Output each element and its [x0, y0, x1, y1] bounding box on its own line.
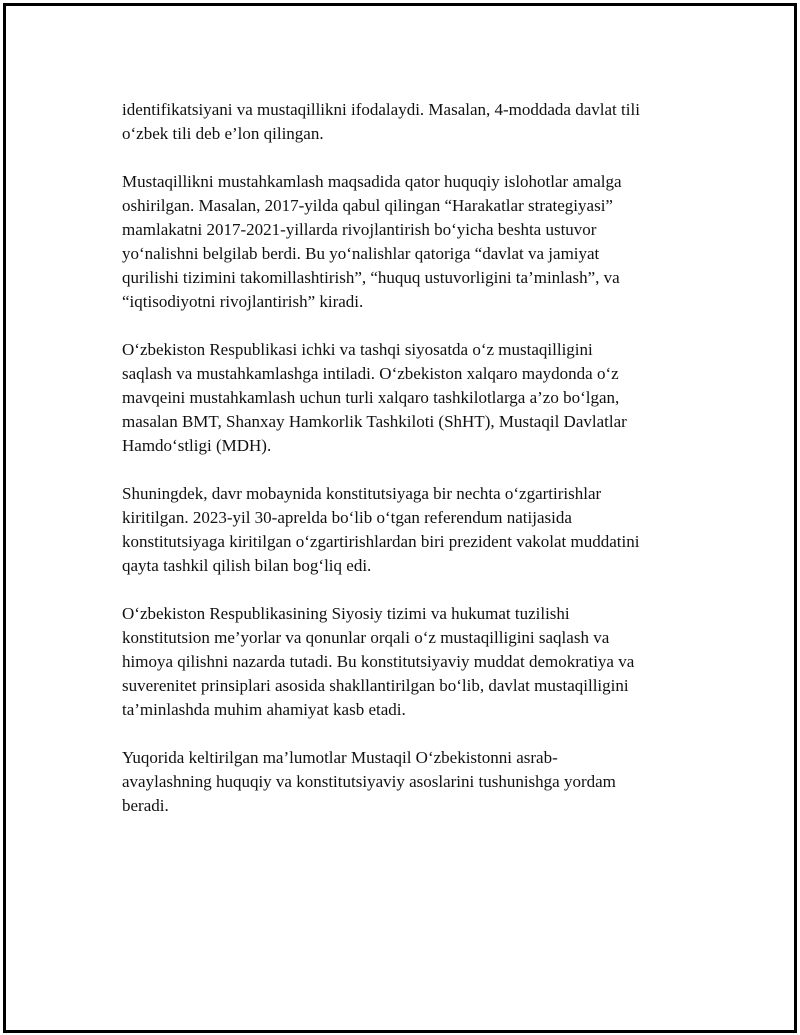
paragraph-foreign-policy: O‘zbekiston Respublikasi ichki va tashqi siyosatda o‘z mustaqilligini saqlash va mustahkamlashga intiladi. O‘zbekiston xalqaro maydonda o‘z mavqeini mustahkamlash uchun turli xalqaro tashkilotlarga a’zo bo‘lgan, masalan BMT, Shanxay Hamkorlik Tashkiloti (ShHT), Mustaqil Davlatlar Hamdo‘stligi (MDH).	[122, 340, 627, 455]
document-body	[122, 98, 702, 842]
paragraph-conclusion: Yuqorida keltirilgan ma’lumotlar Mustaqil O‘zbekistonni asrab- avaylashning huquqiy va konstitutsiyaviy asoslarini tushunishga yordam beradi.	[122, 748, 616, 815]
paragraph-political-system: O‘zbekiston Respublikasining Siyosiy tizimi va hukumat tuzilishi konstitutsion me’yorlar va qonunlar orqali o‘z mustaqilligini saqlash va himoya qilishni nazarda tutadi. Bu konstitutsiyaviy muddat demokratiya va suverenitet prinsiplari asosida shakllantirilgan bo‘lib, davlat mustaqilligini ta’minlashda muhim ahamiyat kasb etadi.	[122, 604, 635, 719]
paragraph-legal-reforms: Mustaqillikni mustahkamlash maqsadida qator huquqiy islohotlar amalga oshirilgan. Masalan, 2017-yilda qabul qilingan “Harakatlar strategiyasi” mamlakatni 2017-2021-yillarda rivojlantirish bo‘yicha beshta ustuvor yo‘nalishni belgilab berdi. Bu yo‘nalishlar qatoriga “davlat va jamiyat qurilishi tizimini takomillashtirish”, “huquq ustuvorligini ta’minlash”, va “iqtisodiyotni rivojlantirish” kiradi.	[122, 172, 622, 311]
page-frame	[3, 3, 797, 1033]
paragraph-state-language: identifikatsiyani va mustaqillikni ifodalaydi. Masalan, 4-moddada davlat tili o‘zbek tili deb e’lon qilingan.	[122, 100, 640, 143]
paragraph-constitution-amendments: Shuningdek, davr mobaynida konstitutsiyaga bir nechta o‘zgartirishlar kiritilgan. 2023-yil 30-aprelda bo‘lib o‘tgan referendum natijasida konstitutsiyaga kiritilgan o‘zgartirishlardan biri prezident vakolat muddatini qayta tashkil qilish bilan bog‘liq edi.	[122, 484, 640, 575]
